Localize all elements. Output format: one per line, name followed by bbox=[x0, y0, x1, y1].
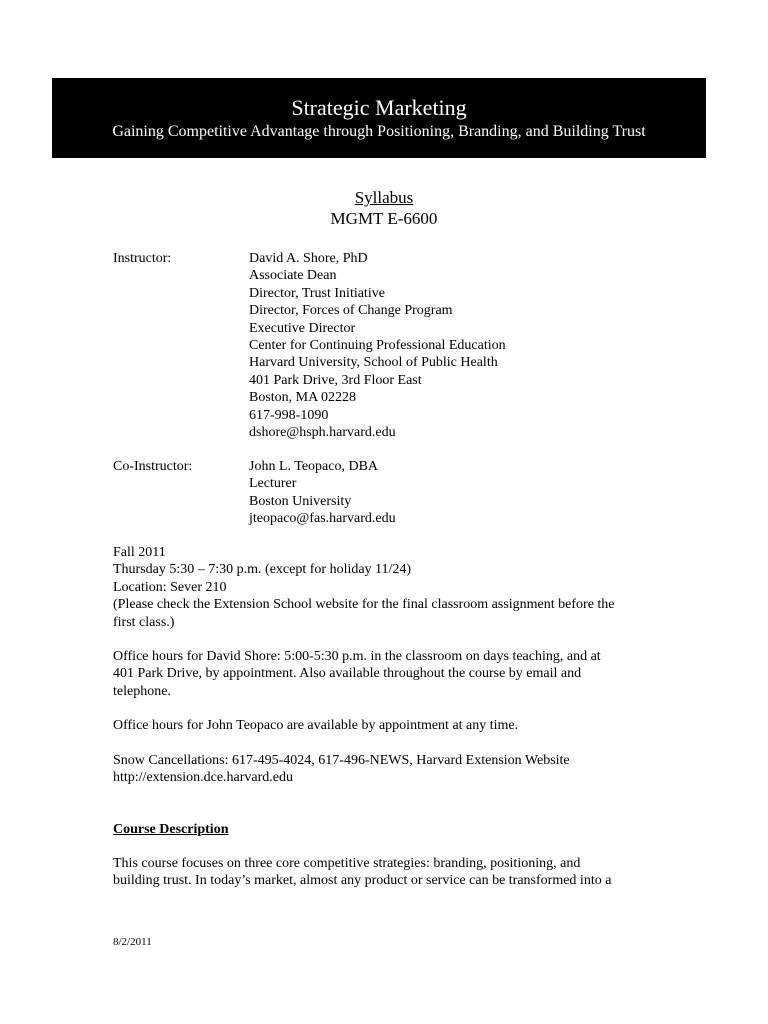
description-line: This course focuses on three core competitive strategies: branding, positioning, and bbox=[113, 856, 581, 871]
schedule-line: first class.) bbox=[113, 614, 175, 630]
schedule-line: (Please check the Extension School website for the final classroom assignment before the bbox=[113, 597, 615, 613]
instructor-line: Associate Dean bbox=[249, 268, 337, 284]
instructor-details bbox=[249, 250, 506, 441]
instructor-line: David A. Shore, PhD bbox=[249, 251, 368, 266]
instructor-line: Center for Continuing Professional Education bbox=[249, 338, 506, 354]
office-hours-line: Office hours for David Shore: 5:00-5:30 p.m. in the classroom on days teaching, and at bbox=[113, 649, 601, 664]
instructor-line: Director, Trust Initiative bbox=[249, 285, 385, 301]
co-instructor-line: John L. Teopaco, DBA bbox=[249, 459, 379, 474]
instructor-label: Instructor: bbox=[113, 251, 172, 266]
instructor-line: Harvard University, School of Public Health bbox=[249, 355, 498, 371]
co-instructor-line: Lecturer bbox=[249, 476, 297, 492]
schedule-line: Thursday 5:30 – 7:30 p.m. (except for holiday 11/24) bbox=[113, 562, 412, 578]
office-hours-line: telephone. bbox=[113, 683, 171, 699]
extension-url: http://extension.dce.harvard.edu bbox=[113, 770, 293, 786]
instructor-line: Executive Director bbox=[249, 320, 356, 336]
footer-date: 8/2/2011 bbox=[113, 936, 152, 948]
document-title: Strategic Marketing bbox=[291, 95, 467, 120]
office-hours-line: Office hours for John Teopaco are available by appointment at any time. bbox=[113, 718, 519, 733]
instructor-line: 401 Park Drive, 3rd Floor East bbox=[249, 372, 422, 388]
co-instructor-details bbox=[249, 458, 396, 528]
syllabus-heading: Syllabus bbox=[354, 188, 414, 207]
schedule-block bbox=[113, 544, 673, 631]
co-instructor-line: Boston University bbox=[249, 493, 352, 509]
description-line: building trust. In today’s market, almost any product or service can be transformed into a bbox=[113, 873, 612, 889]
course-code: MGMT E-6600 bbox=[330, 209, 438, 228]
office-hours-shore bbox=[113, 648, 673, 700]
course-description-heading: Course Description bbox=[113, 822, 229, 837]
co-instructor-label: Co-Instructor: bbox=[113, 459, 193, 474]
instructor-phone: 617-998-1090 bbox=[249, 407, 329, 423]
snow-line: Snow Cancellations: 617-495-4024, 617-496-NEWS, Harvard Extension Website bbox=[113, 753, 570, 768]
title-banner bbox=[52, 78, 706, 158]
document-subtitle: Gaining Competitive Advantage through Positioning, Branding, and Building Trust bbox=[112, 123, 646, 140]
schedule-line: Location: Sever 210 bbox=[113, 579, 227, 595]
instructor-email: dshore@hsph.harvard.edu bbox=[249, 425, 396, 441]
instructor-line: Director, Forces of Change Program bbox=[249, 303, 453, 319]
course-description-text bbox=[113, 855, 673, 890]
schedule-line: Fall 2011 bbox=[113, 545, 166, 560]
instructor-line: Boston, MA 02228 bbox=[249, 390, 356, 406]
co-instructor-email: jteopaco@fas.harvard.edu bbox=[249, 511, 396, 527]
office-hours-line: 401 Park Drive, by appointment. Also available throughout the course by email and bbox=[113, 666, 582, 682]
snow-cancellations bbox=[113, 752, 673, 787]
office-hours-teopaco bbox=[113, 717, 673, 734]
